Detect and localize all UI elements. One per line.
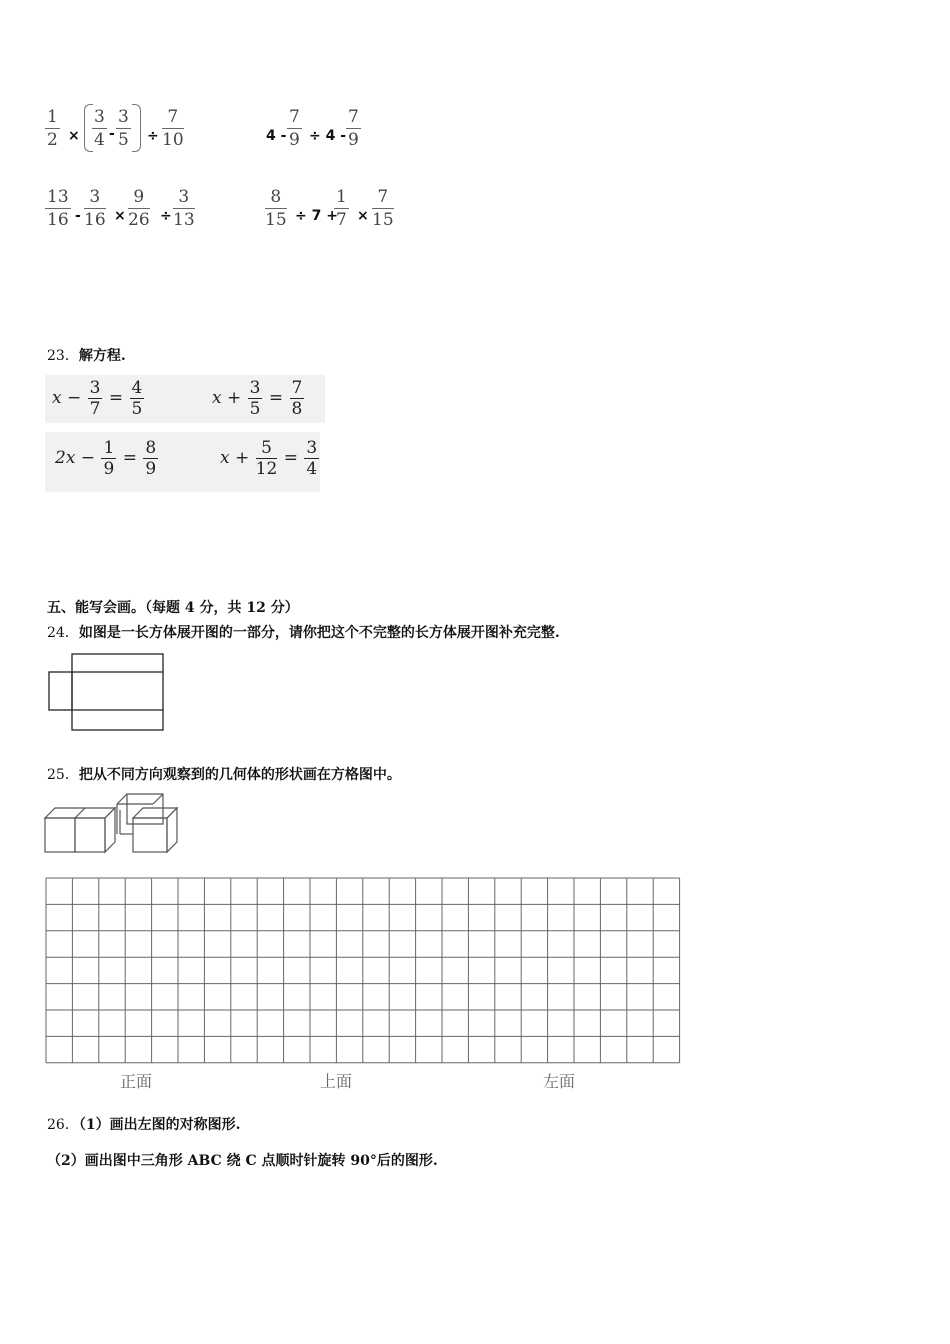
fraction: $\frac{13}{16}$ xyxy=(47,187,69,230)
question-26-part-2: （2）画出图中三角形 ABC 绕 C 点顺时针旋转 90°后的图形. xyxy=(47,1153,438,1169)
fraction: $\frac{3}{4}$ xyxy=(94,107,105,150)
net-diagram xyxy=(40,648,175,738)
fraction: $\frac{3}{16}$ xyxy=(84,187,106,230)
fraction: $\frac{3}{13}$ xyxy=(173,187,195,230)
text-segment: ÷ 4 - xyxy=(309,128,347,144)
text-segment: 4 - xyxy=(266,128,287,144)
right-paren xyxy=(132,104,141,152)
question-25: 25．把从不同方向观察到的几何体的形状画在方格图中。 xyxy=(47,767,401,783)
fraction: $\frac{1}{2}$ xyxy=(47,107,58,150)
operator: - xyxy=(75,208,81,224)
operator: - xyxy=(109,126,115,142)
fraction: $\frac{1}{7}$ xyxy=(336,187,347,230)
fraction: $\frac{7}{10}$ xyxy=(162,107,184,150)
fraction: $\frac{7}{15}$ xyxy=(372,187,394,230)
text-segment: ÷ 7 + xyxy=(295,208,338,224)
operator: × xyxy=(357,208,369,224)
equation-1: x − $\frac{3}{7}$ = $\frac{4}{5}$ xyxy=(52,378,143,419)
question-24: 24．如图是一长方体展开图的一部分，请你把这个不完整的长方体展开图补充完整. xyxy=(47,625,560,641)
label-front: 正面 xyxy=(120,1072,153,1091)
fraction: $\frac{7}{9}$ xyxy=(289,107,300,150)
fraction: $\frac{9}{26}$ xyxy=(128,187,150,230)
equation-3: 2x − $\frac{1}{9}$ = $\frac{8}{9}$ xyxy=(55,438,157,479)
fraction: $\frac{7}{9}$ xyxy=(348,107,359,150)
equation-2: x + $\frac{3}{5}$ = $\frac{7}{8}$ xyxy=(212,378,303,419)
question-23: 23．解方程. xyxy=(47,348,126,364)
operator: ÷ xyxy=(160,208,172,224)
operator: ÷ xyxy=(147,128,159,144)
operator: × xyxy=(68,128,80,144)
fraction: $\frac{3}{5}$ xyxy=(118,107,129,150)
cube-solid-diagram xyxy=(42,790,182,856)
operator: × xyxy=(114,208,126,224)
label-top: 上面 xyxy=(320,1072,353,1091)
question-26: 26．（1）画出左图的对称图形. xyxy=(47,1117,241,1133)
square-grid[interactable] xyxy=(45,877,681,1067)
equation-4: x + $\frac{5}{12}$ = $\frac{3}{4}$ xyxy=(220,438,318,479)
fraction: $\frac{8}{15}$ xyxy=(265,187,287,230)
section-title: 五、能写会画。（每题 4 分，共 12 分） xyxy=(47,600,299,616)
label-left: 左面 xyxy=(543,1072,576,1091)
